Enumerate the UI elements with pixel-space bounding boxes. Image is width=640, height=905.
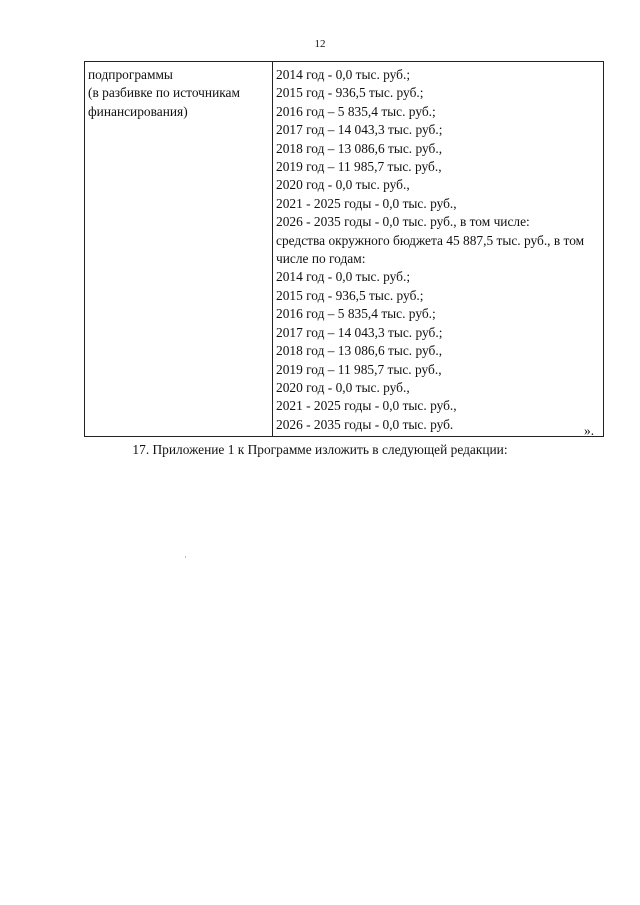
page-number: 12 [314,38,326,50]
closing-quote: ». [584,423,595,438]
table-row [85,62,604,437]
value-line: 2015 год - 936,5 тыс. руб.; [276,287,424,303]
value-line: 2020 год - 0,0 тыс. руб., [276,177,410,193]
value-line: средства окружного бюджета 45 887,5 тыс. руб., в том числе по годам: [276,232,585,267]
value-line: 2016 год – 5 835,4 тыс. руб.; [276,103,436,119]
label-line: финансирования) [88,103,188,119]
table-value-cell [273,62,604,437]
value-line: 2014 год - 0,0 тыс. руб.; [276,269,411,285]
label-line: (в разбивке по источникам [88,85,240,101]
value-line: 2026 - 2035 годы - 0,0 тыс. руб., в том числе: [276,214,530,230]
value-line: 2014 год - 0,0 тыс. руб.; [276,67,411,82]
value-line: 2021 - 2025 годы - 0,0 тыс. руб., [276,398,457,414]
scan-speck [185,556,186,558]
value-line: 2016 год – 5 835,4 тыс. руб.; [276,306,436,322]
table-label-cell [85,62,273,437]
value-line: 2018 год – 13 086,6 тыс. руб., [276,343,443,359]
value-line: 2021 - 2025 годы - 0,0 тыс. руб., [276,195,457,211]
value-line: 2019 год – 11 985,7 тыс. руб., [276,361,442,377]
financing-table [84,61,604,437]
instruction-paragraph: 17. Приложение 1 к Программе изложить в следующей редакции: [132,442,508,457]
value-line: 2015 год - 936,5 тыс. руб.; [276,85,424,101]
value-line: 2017 год – 14 043,3 тыс. руб.; [276,324,443,340]
value-line: 2017 год – 14 043,3 тыс. руб.; [276,122,443,138]
value-line: 2018 год – 13 086,6 тыс. руб., [276,140,443,156]
value-line: 2020 год - 0,0 тыс. руб., [276,379,410,395]
label-line: подпрограммы [88,67,173,82]
value-line: 2026 - 2035 годы - 0,0 тыс. руб. [276,416,454,432]
value-line: 2019 год – 11 985,7 тыс. руб., [276,159,442,175]
